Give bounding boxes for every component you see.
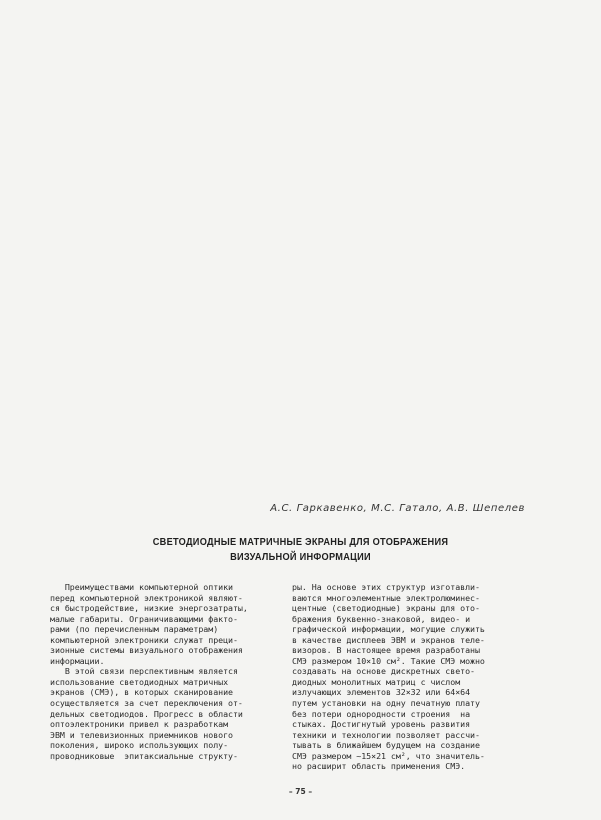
text-line: создавать на основе дискретных свето-	[292, 666, 475, 677]
text-line: центные (светодиодные) экраны для ото-	[292, 603, 480, 614]
text-line: ЭВМ и телевизионных приемников нового	[50, 729, 233, 740]
text-line: проводниковые эпитаксиальные структу-	[50, 750, 238, 761]
text-line: ваются многоэлементные электролюминес-	[292, 592, 480, 603]
text-line: рами (по перечисленным параметрам)	[50, 624, 219, 635]
article-authors: А.С. Гаркавенко, М.С. Гатало, А.В. Шепелев	[270, 503, 525, 514]
text-line: информации.	[50, 655, 105, 666]
text-line: в качестве дисплеев ЭВМ и экранов теле-	[292, 634, 485, 645]
text-line: бражения буквенно-знаковой, видео- и	[292, 613, 471, 624]
text-line: малые габариты. Ограничивающими факто-	[50, 613, 238, 624]
page-number: – 75 –	[288, 787, 313, 796]
text-line: графической информации, могущие служить	[292, 624, 485, 635]
text-line: визоров. В настоящее время разработаны	[292, 645, 480, 656]
text-line: СМЭ размером 10×10 см². Такие СМЭ можно	[292, 655, 485, 666]
text-line: Преимуществами компьютерной оптики	[50, 582, 233, 592]
left-text-column	[50, 582, 300, 761]
text-line: использование светодиодных матричных	[50, 676, 229, 687]
text-line: диодных монолитных матриц с числом	[292, 676, 461, 687]
text-line: но расширит область применения СМЭ.	[292, 761, 466, 772]
text-line: ры. На основе этих структур изготавли-	[292, 582, 480, 592]
text-line: поколения, широко использующих полу-	[50, 740, 229, 751]
text-line: перед компьютерной электроникой являют-	[50, 592, 243, 603]
text-line: тывать в ближайшем будущем на создание	[292, 740, 480, 751]
text-line: излучающих элементов 32×32 или 64×64	[292, 687, 471, 698]
text-line: зионные системы визуального отображения	[50, 645, 243, 656]
title-line-1: СВЕТОДИОДНЫЕ МАТРИЧНЫЕ ЭКРАНЫ ДЛЯ ОТОБРАЖЕНИЯ	[152, 537, 449, 548]
title-line-2: ВИЗУАЛЬНОЙ ИНФОРМАЦИИ	[230, 552, 371, 563]
text-line: экранов (СМЭ), в которых сканирование	[50, 687, 233, 698]
text-line: ся быстродействие, низкие энергозатраты,	[50, 603, 248, 614]
text-line: техники и технологии позволяет рассчи-	[292, 729, 480, 740]
text-line: осуществляется за счет переключения от-	[50, 698, 243, 709]
text-line: стыках. Достигнутый уровень развития	[292, 719, 471, 730]
text-line: без потери однородности строения на	[292, 708, 471, 719]
text-line: СМЭ размером ~15×21 см², что значитель-	[292, 750, 485, 761]
text-line: оптоэлектроники привел к разработкам	[50, 719, 229, 730]
article-title	[24, 535, 577, 565]
text-line: путем установки на одну печатную плату	[292, 698, 480, 709]
text-line: В этой связи перспективным является	[50, 666, 238, 677]
text-line: компьютерной электроники служат преци-	[50, 634, 238, 645]
right-text-column	[292, 582, 542, 772]
text-line: дельных светодиодов. Прогресс в области	[50, 708, 243, 719]
